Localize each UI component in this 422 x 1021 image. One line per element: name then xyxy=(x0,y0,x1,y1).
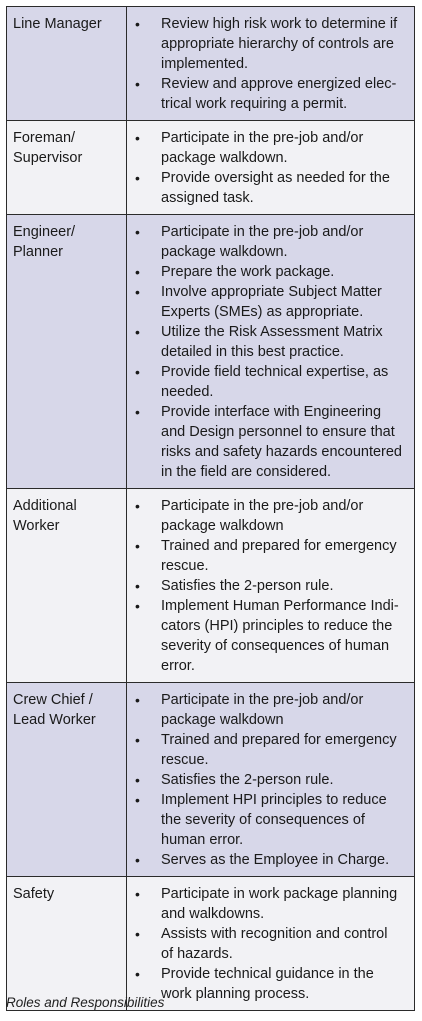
responsibility-text-line: Provide interface with Engineering xyxy=(161,404,382,420)
responsibility-text-line: Participate in the pre-job and/or xyxy=(161,224,364,240)
bullet-icon: • xyxy=(135,224,140,240)
responsibility-text-line: Assists with recognition and control xyxy=(161,926,388,942)
bullet-icon: • xyxy=(135,852,140,868)
responsibility-item xyxy=(131,790,408,850)
responsibilities-cell xyxy=(127,121,415,215)
bullet-icon: • xyxy=(135,966,140,982)
responsibility-text-line: appropriate hierarchy of controls are xyxy=(161,36,394,52)
role-name-line: Additional xyxy=(13,498,77,514)
responsibility-item xyxy=(131,964,408,1004)
responsibilities-cell xyxy=(127,7,415,121)
responsibility-text-line: Participate in the pre-job and/or xyxy=(161,130,364,146)
table-caption: Roles and Responsibilities xyxy=(6,995,165,1010)
responsibility-text-line: and walkdowns. xyxy=(161,906,265,922)
responsibility-text-line: Participate in work package planning xyxy=(161,886,398,902)
responsibility-text-line: Experts (SMEs) as appropriate. xyxy=(161,304,364,320)
role-name-line: Crew Chief / xyxy=(13,692,93,708)
responsibility-item xyxy=(131,496,408,536)
responsibility-item xyxy=(131,690,408,730)
responsibility-text-line: of hazards. xyxy=(161,946,233,962)
responsibility-text-line: detailed in this best practice. xyxy=(161,344,344,360)
responsibility-text-line: severity of consequences of human xyxy=(161,638,390,654)
role-name-line: Supervisor xyxy=(13,150,83,166)
responsibilities-cell xyxy=(127,877,415,1011)
responsibility-text-line: error. xyxy=(161,658,195,674)
table-row xyxy=(7,215,415,489)
responsibility-text-line: Trained and prepared for emergency xyxy=(161,732,397,748)
responsibility-text-line: package walkdown. xyxy=(161,150,288,166)
role-name-line: Planner xyxy=(13,244,63,260)
bullet-icon: • xyxy=(135,324,140,340)
bullet-icon: • xyxy=(135,926,140,942)
bullet-icon: • xyxy=(135,130,140,146)
responsibility-text-line: Satisfies the 2-person rule. xyxy=(161,578,334,594)
role-name-line: Worker xyxy=(13,518,60,534)
responsibility-text-line: needed. xyxy=(161,384,214,400)
responsibilities-cell xyxy=(127,683,415,877)
responsibility-item xyxy=(131,730,408,770)
responsibility-text-line: Review high risk work to determine if xyxy=(161,16,398,32)
role-name-line: Foreman/ xyxy=(13,130,76,146)
table-row xyxy=(7,877,415,1011)
bullet-icon: • xyxy=(135,498,140,514)
table-body xyxy=(7,7,415,1011)
responsibilities-list xyxy=(131,884,408,1004)
responsibility-text-line: Implement Human Performance Indi- xyxy=(161,598,399,614)
responsibility-item xyxy=(131,168,408,208)
table-row xyxy=(7,121,415,215)
responsibility-text-line: Trained and prepared for emergency xyxy=(161,538,397,554)
table-row xyxy=(7,683,415,877)
bullet-icon: • xyxy=(135,732,140,748)
role-name-line: Lead Worker xyxy=(13,712,96,728)
bullet-icon: • xyxy=(135,772,140,788)
responsibility-text-line: package walkdown xyxy=(161,518,284,534)
roles-responsibilities-table xyxy=(6,6,415,1011)
responsibility-text-line: the severity of consequences of xyxy=(161,812,365,828)
responsibilities-list xyxy=(131,496,408,676)
responsibility-item xyxy=(131,770,408,790)
role-name-line: Safety xyxy=(13,886,55,902)
responsibility-item xyxy=(131,362,408,402)
responsibility-text-line: in the field are considered. xyxy=(161,464,332,480)
responsibility-item xyxy=(131,536,408,576)
responsibility-text-line: work planning process. xyxy=(161,986,310,1002)
responsibility-text-line: Utilize the Risk Assessment Matrix xyxy=(161,324,383,340)
responsibility-item xyxy=(131,128,408,168)
responsibility-text-line: Participate in the pre-job and/or xyxy=(161,692,364,708)
responsibility-item xyxy=(131,850,408,870)
bullet-icon: • xyxy=(135,76,140,92)
bullet-icon: • xyxy=(135,692,140,708)
role-cell xyxy=(7,215,127,489)
responsibility-text-line: Prepare the work package. xyxy=(161,264,335,280)
responsibility-text-line: cators (HPI) principles to reduce the xyxy=(161,618,393,634)
role-cell xyxy=(7,683,127,877)
role-name-line: Line Manager xyxy=(13,16,102,32)
responsibility-text-line: Provide oversight as needed for the xyxy=(161,170,390,186)
responsibility-text-line: Provide technical guidance in the xyxy=(161,966,374,982)
responsibilities-cell xyxy=(127,215,415,489)
responsibility-item xyxy=(131,262,408,282)
responsibility-text-line: and Design personnel to ensure that xyxy=(161,424,395,440)
role-cell xyxy=(7,121,127,215)
role-cell xyxy=(7,489,127,683)
responsibility-item xyxy=(131,282,408,322)
responsibility-item xyxy=(131,322,408,362)
table-row xyxy=(7,489,415,683)
responsibility-item xyxy=(131,74,408,114)
responsibility-text-line: rescue. xyxy=(161,558,209,574)
responsibilities-list xyxy=(131,14,408,114)
responsibility-text-line: Implement HPI principles to reduce xyxy=(161,792,387,808)
responsibility-text-line: implemented. xyxy=(161,56,249,72)
responsibility-text-line: trical work requiring a permit. xyxy=(161,96,348,112)
responsibilities-list xyxy=(131,128,408,208)
responsibility-text-line: Review and approve energized elec- xyxy=(161,76,397,92)
bullet-icon: • xyxy=(135,364,140,380)
table-row xyxy=(7,7,415,121)
responsibility-text-line: rescue. xyxy=(161,752,209,768)
responsibility-text-line: risks and safety hazards encountered xyxy=(161,444,402,460)
responsibilities-list xyxy=(131,690,408,870)
responsibility-text-line: package walkdown. xyxy=(161,244,288,260)
responsibility-item xyxy=(131,924,408,964)
responsibility-text-line: Provide field technical expertise, as xyxy=(161,364,389,380)
bullet-icon: • xyxy=(135,538,140,554)
responsibility-text-line: package walkdown xyxy=(161,712,284,728)
bullet-icon: • xyxy=(135,886,140,902)
responsibility-item xyxy=(131,222,408,262)
bullet-icon: • xyxy=(135,264,140,280)
bullet-icon: • xyxy=(135,16,140,32)
responsibility-text-line: Participate in the pre-job and/or xyxy=(161,498,364,514)
responsibility-item xyxy=(131,884,408,924)
bullet-icon: • xyxy=(135,578,140,594)
bullet-icon: • xyxy=(135,170,140,186)
role-name-line: Engineer/ xyxy=(13,224,76,240)
responsibility-item xyxy=(131,576,408,596)
responsibility-text-line: Serves as the Employee in Charge. xyxy=(161,852,390,868)
bullet-icon: • xyxy=(135,792,140,808)
responsibilities-list xyxy=(131,222,408,482)
responsibility-text-line: human error. xyxy=(161,832,244,848)
bullet-icon: • xyxy=(135,598,140,614)
responsibility-text-line: Satisfies the 2-person rule. xyxy=(161,772,334,788)
responsibilities-cell xyxy=(127,489,415,683)
role-cell xyxy=(7,7,127,121)
responsibility-item xyxy=(131,14,408,74)
role-cell xyxy=(7,877,127,1011)
responsibility-text-line: assigned task. xyxy=(161,190,254,206)
responsibility-item xyxy=(131,402,408,482)
responsibility-item xyxy=(131,596,408,676)
bullet-icon: • xyxy=(135,284,140,300)
bullet-icon: • xyxy=(135,404,140,420)
responsibility-text-line: Involve appropriate Subject Matter xyxy=(161,284,382,300)
